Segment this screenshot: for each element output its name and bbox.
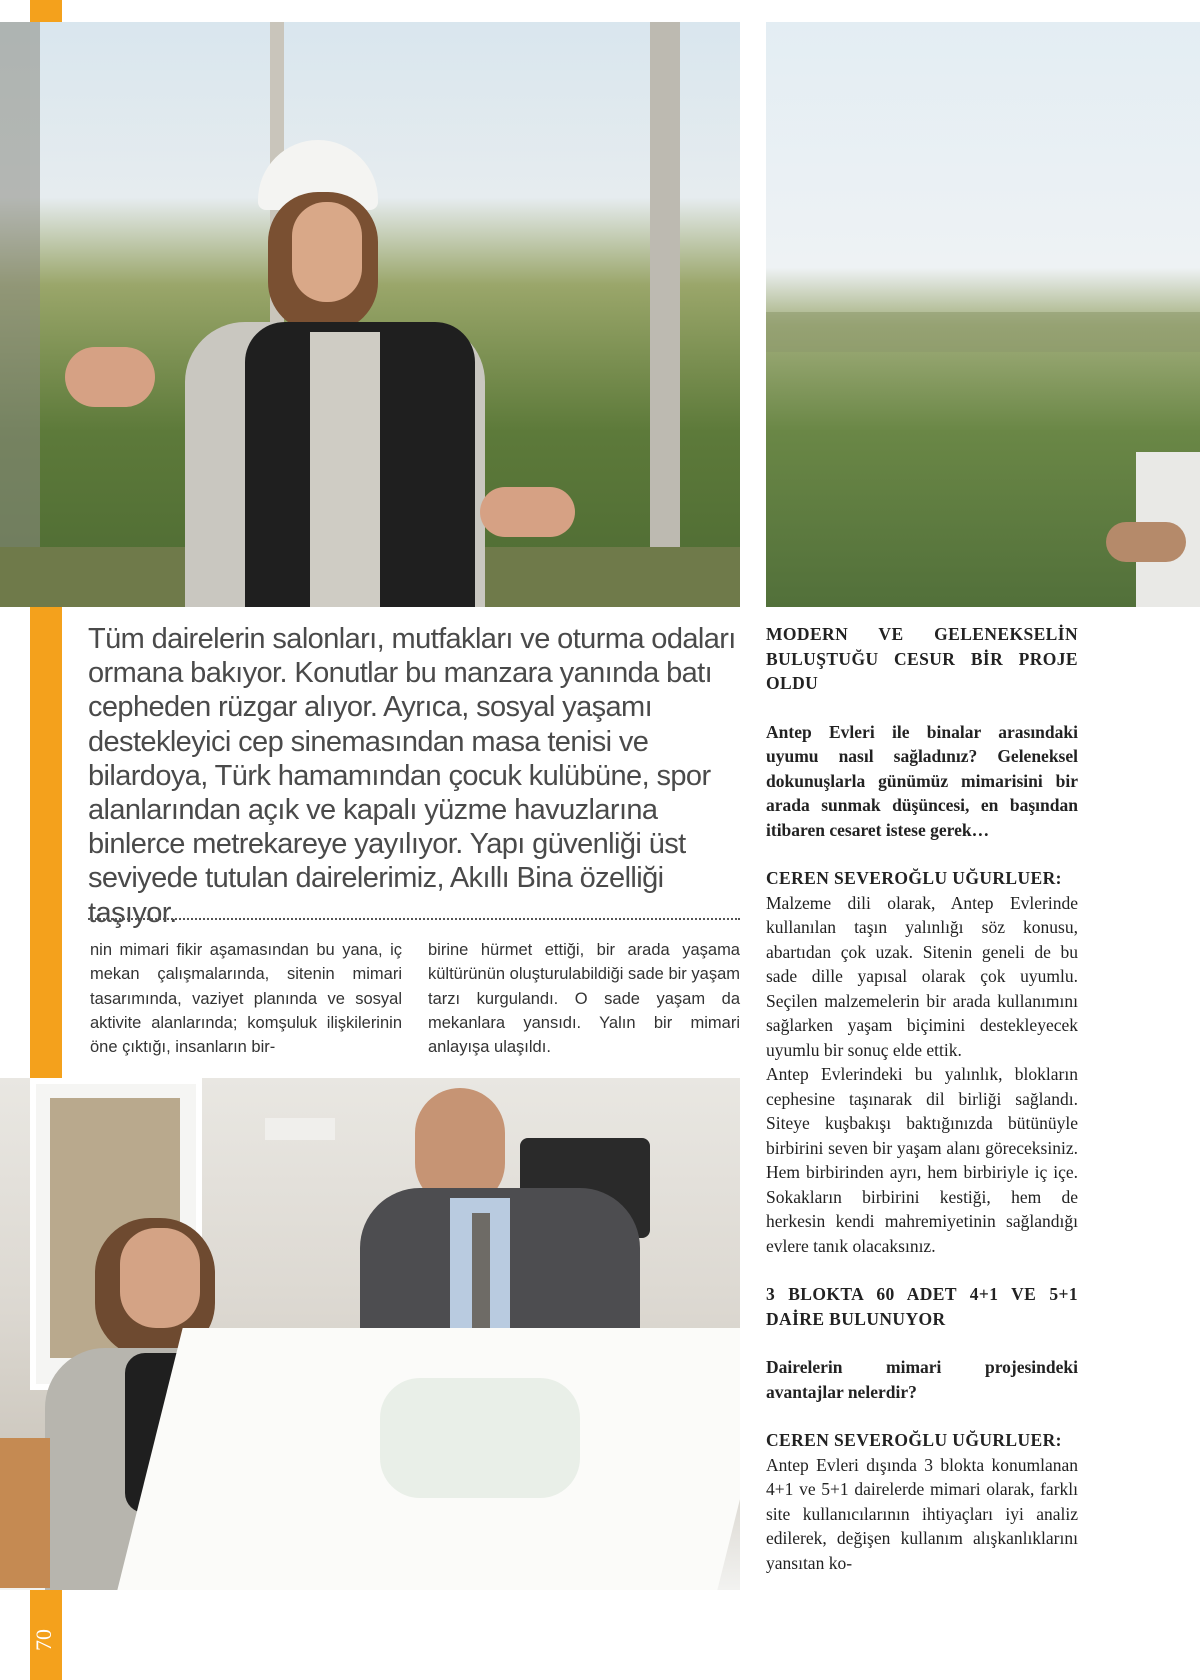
dotted-divider: [88, 918, 740, 920]
photo-forest-view: [766, 22, 1200, 607]
subheading-blocks: 3 BLOKTA 60 ADET 4+1 VE 5+1 DAİRE BULUNUYOR: [766, 1284, 1078, 1329]
body-column-1: nin mimari fikir aşamasından bu yana, iç mekan çalışmalarında, sitenin mimari tasarımında, vaziyet planında ve sosyal aktivite alanlarında; komşuluk ilişkilerinin öne çıktığı, insanların bir-: [90, 941, 402, 1057]
answer-2: Antep Evleri dışında 3 blokta konumlanan 4+1 ve 5+1 dairelerde mimari olarak, farklı site kullanıcılarının ihtiyaçları iyi analiz edilerek, değişen kullanım alışkanlıklarını yansıtan ko-: [766, 1454, 1078, 1573]
photo-architect-window: [0, 22, 740, 607]
photo-meeting-plans: [0, 1078, 740, 1590]
body-column-2: birine hürmet ettiği, bir arada yaşama kültürünün oluşturulabildiği sade bir yaşam tarzı kurgulandı. O sade yaşam da mekanlara yansıdı. Yalın bir mimari anlayışa ulaşıldı.: [428, 941, 740, 1057]
question-1: Antep Evleri ile binalar arasındaki uyumu nasıl sağladınız? Geleneksel dokunuşlarla günümüz mimarisini bir arada sunmak düşüncesi, en başından itibaren cesaret istese gerek…: [766, 721, 1078, 840]
page-number: 70: [31, 1629, 56, 1651]
answer-1b: Antep Evlerindeki bu yalınlık, blokların cephesine taşınarak dil birliği sağlandı. Siteye kuşbakışı baktığınızda bütünüyle birbirini seven bir yaşam alanı göreceksiniz. Hem birbirinden ayrı, hem birbiriyle iç içe. Sokakların birbirini kestiği, hem de herkesin kendi mahremiyetinin sağlandığı evlere tanık olacaksınız.: [766, 1064, 1078, 1256]
answer-1a: Malzeme dili olarak, Antep Evlerinde kullanılan taşın yalınlığı söz konusu, abartıdan çok uzak. Sitenin geneli de bu sade dille yapısal olarak çok uyumlu. Seçilen malzemelerin bir arada kullanımını sağlarken yaşam biçimini destekleyecek uyumlu bir sonuç elde ettik.: [766, 892, 1078, 1060]
question-2: Dairelerin mimari projesindeki avantajlar nelerdir?: [766, 1357, 1078, 1402]
pull-quote: Tüm dairelerin salonları, mutfakları ve oturma odaları ormana bakıyor. Konutlar bu manzara yanında batı cepheden rüzgar alıyor. Ayrıca, sosyal yaşamı destekleyici cep sinemasından masa tenisi ve bilardoya, Türk hamamından çocuk kulübüne, spor alanlarından açık ve kapalı yüzme havuzlarına binlerce metrekareye yayılıyor. Yapı güvenliği üst seviyede tutulan dairelerimiz, Akıllı Bina özelliği taşıyor.: [88, 623, 736, 929]
interview-column: [766, 622, 1078, 1575]
speaker-2: CEREN SEVEROĞLU UĞURLUER:: [766, 1430, 1062, 1450]
speaker-1: CEREN SEVEROĞLU UĞURLUER:: [766, 868, 1062, 888]
subheading-modern: MODERN VE GELENEKSELİN BULUŞTUĞU CESUR BİR PROJE OLDU: [766, 624, 1078, 693]
